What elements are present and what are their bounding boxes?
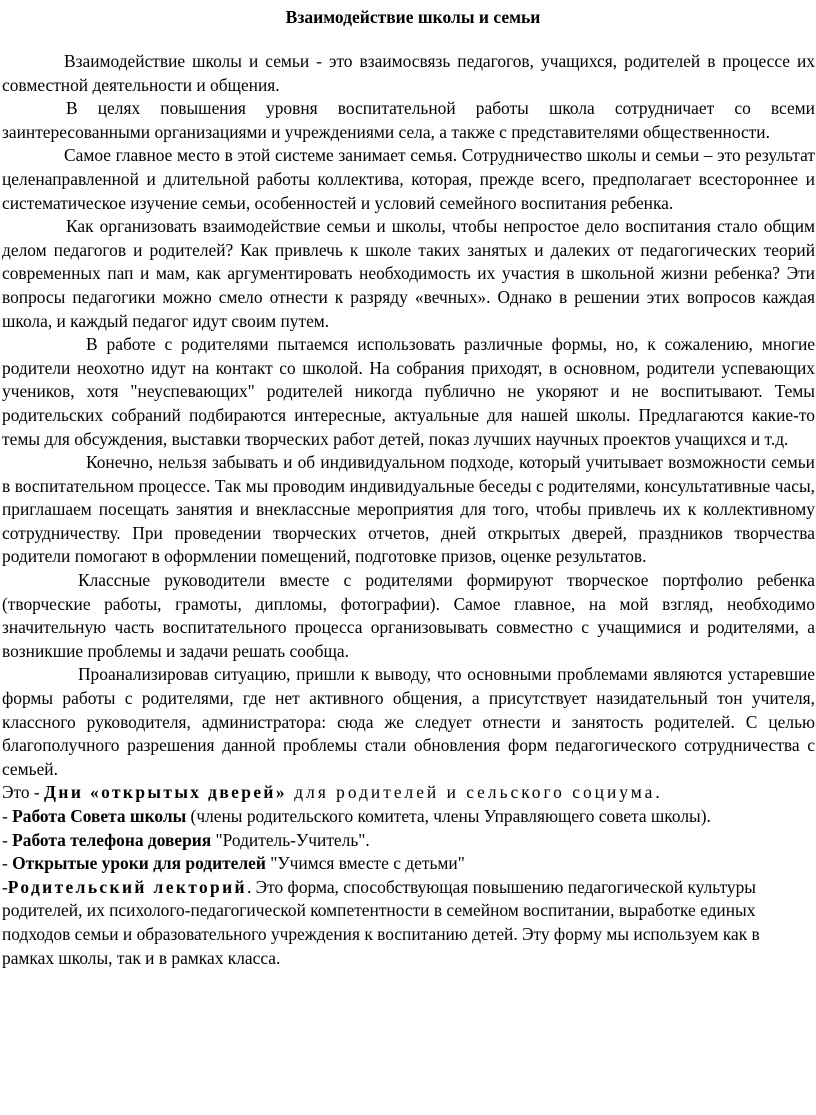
list-item-bold-label: Родительский лекторий bbox=[7, 876, 247, 897]
paragraph-portfolio: Классные руководители вместе с родителями формируют творческое портфолио ребенка (творческие работы, грамоты, дипломы, фотографии). Самое главное, на мой взгляд, необходимо значительную часть воспитательного процесса организовывать совместно с учащимися и родителями, а возникшие проблемы и задачи решать сообща. bbox=[2, 570, 815, 661]
list-item-text: для родителей и сельского социума. bbox=[286, 782, 663, 803]
list-item-prefix: - bbox=[2, 876, 8, 897]
paragraph-cooperation: В целях повышения уровня воспитательной работы школа сотрудничает со всеми заинтересованными организациями и учреждениями села, а также с представителями общественности. bbox=[2, 98, 815, 142]
list-item-text: "Учимся вместе с детьми" bbox=[265, 853, 465, 874]
list-item-open-doors bbox=[2, 781, 815, 805]
list-item-text: (члены родительского комитета, члены Управляющего совета школы). bbox=[186, 806, 711, 826]
list-item-prefix: - bbox=[2, 853, 13, 874]
list-item-bold-label: Дни «открытых дверей» bbox=[44, 782, 287, 803]
paragraph-family-role: Самое главное место в этой системе занимает семья. Сотрудничество школы и семьи – это результат целенаправленной и длительной работы коллектива, которая, прежде всего, предполагает всестороннее и систематическое изучение семьи, особенностей и условий семейного воспитания ребенка. bbox=[2, 145, 815, 213]
list-item-text: . Это форма, способствующая повышению педагогической культуры родителей, их психолого-педагогической компетентности в семейном воспитании, выработке единых подходов семьи и образовательного учреждения к воспитанию детей. Эту форму мы используем как в рамках школы, так и в рамках класса. bbox=[2, 876, 760, 968]
list-item-trust-phone bbox=[2, 829, 815, 853]
list-item-bold-label: Работа телефона доверия bbox=[12, 829, 212, 850]
list-item-parent-lectures bbox=[2, 876, 815, 970]
list-item-bold-label: Открытые уроки для родителей bbox=[12, 853, 266, 874]
paragraph-work-with-parents: В работе с родителями пытаемся использовать различные формы, но, к сожалению, многие родители неохотно идут на контакт со школой. На собрания приходят, в основном, родители успевающих учеников, хотя "неуспевающих" родителей никогда публично не укоряют и не воспитывают. Темы родительских собраний подбираются интересные, актуальные для нашей школы. Предлагаются какие-то темы для обсуждения, выставки творческих работ детей, показ лучших научных проектов учащихся и т.д. bbox=[2, 334, 815, 449]
paragraph-individual-approach: Конечно, нельзя забывать и об индивидуальном подходе, который учитывает возможности семьи в воспитательном процессе. Так мы проводим индивидуальные беседы с родителями, консультативные часы, приглашаем посещать занятия и внеклассные мероприятия для того, чтобы привлечь их к коллективному сотрудничеству. При проведении творческих отчетов, дней открытых дверей, праздников творчества родители помогают в оформлении помещений, подготовке призов, оценке результатов. bbox=[2, 452, 815, 567]
document-title: Взаимодействие школы и семьи bbox=[285, 7, 541, 27]
paragraph-definition: Взаимодействие школы и семьи - это взаимосвязь педагогов, учащихся, родителей в процессе их совместной деятельности и общения. bbox=[2, 51, 815, 95]
list-item-prefix: - bbox=[2, 806, 13, 826]
list-item-text: "Родитель-Учитель". bbox=[211, 829, 370, 850]
list-item-school-council bbox=[2, 805, 815, 829]
list-item-open-lessons bbox=[2, 852, 815, 876]
list-item-prefix: Это - bbox=[2, 782, 45, 803]
paragraph-problems: Проанализировав ситуацию, пришли к выводу, что основными проблемами являются устаревшие формы работы с родителями, где нет активного общения, а присутствует назидательный тон учителя, классного руководителя, администратора: сюда же следует отнести и занятость родителей. С целью благополучного разрешения данной проблемы стали обновления форм педагогического сотрудничества с семьей. bbox=[2, 664, 815, 779]
list-item-prefix: - bbox=[2, 829, 13, 850]
paragraph-questions: Как организовать взаимодействие семьи и школы, чтобы непростое дело воспитания стало общим делом педагогов и родителей? Как привлечь к школе таких занятых и далеких от педагогических теорий современных пап и мам, как аргументировать необходимость их участия в школьной жизни ребенка? Эти вопросы педагогики можно смело отнести к разряду «вечных». Однако в решении этих вопросов каждая школа, и каждый педагог идут своим путем. bbox=[2, 216, 815, 331]
list-item-bold-label: Работа Совета школы bbox=[12, 806, 187, 826]
